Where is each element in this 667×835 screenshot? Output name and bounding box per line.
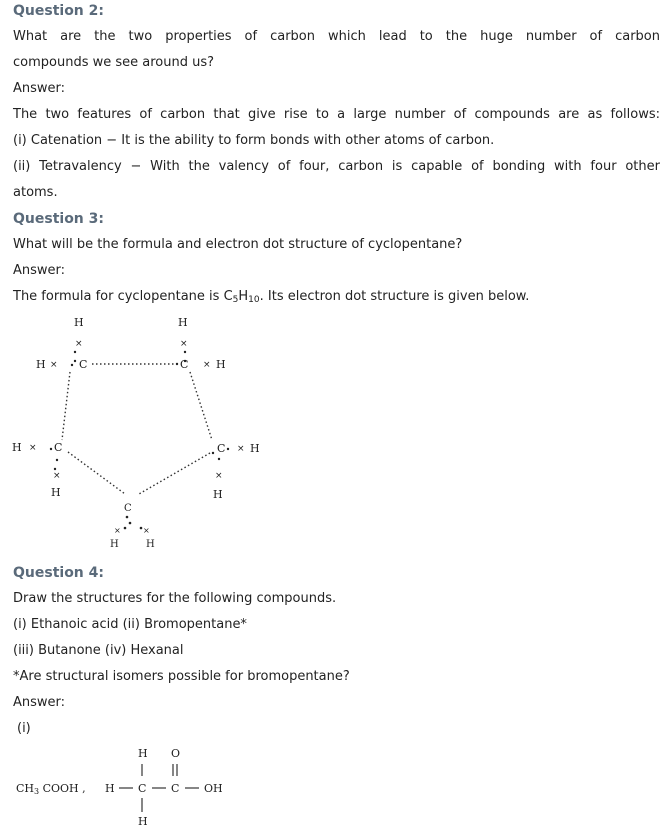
structure-h-top: H [138, 747, 148, 760]
formula-hydrogen: H [238, 289, 249, 304]
formula-prefix: The formula for cyclopentane is [13, 289, 224, 304]
cross-top-left: × [75, 339, 83, 349]
carbon-left: C [54, 441, 63, 454]
cross-top-right: × [180, 339, 188, 349]
bond-upper-left [62, 372, 70, 440]
cross-right-middle: × [237, 444, 245, 454]
carbon-bottom: C [124, 503, 132, 514]
question-4-items-line-2: (iii) Butanone (iv) Hexanal [13, 643, 184, 658]
question-3-text: What will be the formula and electron dot structure of cyclopentane? [13, 237, 463, 252]
bond-upper-right [190, 372, 212, 440]
cross-left-middle: × [29, 443, 37, 453]
structure-oh: OH [204, 782, 223, 795]
question-3-answer-label: Answer: [13, 263, 66, 278]
question-3-heading: Question 3: [13, 211, 104, 227]
cross-left-top: × [50, 360, 58, 370]
h-right-middle: H [250, 442, 260, 455]
carbon-right: C [217, 442, 226, 455]
carbon-top-right: C [180, 358, 189, 371]
question-4-note: *Are structural isomers possible for bromopentane? [13, 669, 350, 684]
question-2-heading: Question 2: [13, 3, 104, 19]
question-2-answer-label: Answer: [13, 81, 66, 96]
structure-c-1: C [138, 782, 147, 795]
h-bottom-left: H [110, 539, 119, 550]
h-left-middle: H [12, 441, 22, 454]
question-2-point-1: (i) Catenation − It is the ability to form bonds with other atoms of carbon. [13, 133, 495, 148]
question-4-items-line-1: (i) Ethanoic acid (ii) Bromopentane* [13, 617, 247, 632]
question-2-point-2-line-1: (ii) Tetravalency − With the valency of four, carbon is capable of bonding with four other [13, 159, 660, 174]
formula-carbon: C [223, 289, 233, 304]
structure-h-left: H [105, 782, 115, 795]
question-4-text: Draw the structures for the following compounds. [13, 591, 337, 606]
cross-bottom-right: × [143, 526, 150, 535]
ethanoic-acid-structure [0, 740, 260, 835]
cyclopentane-electron-dot-diagram [0, 305, 300, 555]
h-right-bottom: H [213, 488, 223, 501]
bond-lower-right [139, 453, 210, 494]
formula-suffix: . Its electron dot structure is given below. [259, 289, 530, 304]
question-2-text-line-1: What are the two properties of carbon which lead to the huge number of carbon [13, 29, 660, 44]
cross-right-top: × [203, 360, 211, 370]
cross-bottom-left: × [114, 526, 121, 535]
question-4-part-i-label: (i) [17, 721, 31, 736]
structure-h-bottom: H [138, 815, 148, 828]
question-2-answer-intro: The two features of carbon that give rise to a large number of compounds are as follows: [13, 107, 660, 122]
h-right-top: H [216, 358, 226, 371]
cross-right-bottom: × [215, 471, 223, 481]
h-bottom-right: H [146, 539, 155, 550]
cross-left-bottom: × [53, 471, 61, 481]
h-left-top: H [36, 358, 46, 371]
question-2-text-line-2: compounds we see around us? [13, 55, 215, 70]
h-left-bottom: H [51, 486, 61, 499]
formula-hydrogen-count: 10 [248, 295, 260, 305]
cyclopentane-formula-sentence [13, 289, 529, 305]
h-top-right: H [178, 316, 188, 329]
question-2-point-2-line-2: atoms. [13, 185, 58, 200]
question-4-answer-label: Answer: [13, 695, 66, 710]
question-4-heading: Question 4: [13, 565, 104, 581]
condensed-formula: CH3 COOH , [16, 782, 86, 796]
structure-c-2: C [171, 782, 180, 795]
bond-lower-left [68, 452, 125, 494]
structure-o-top: O [171, 747, 181, 760]
formula-carbon-count: 5 [232, 295, 239, 305]
carbon-top-left: C [79, 358, 88, 371]
h-top-left: H [74, 316, 84, 329]
